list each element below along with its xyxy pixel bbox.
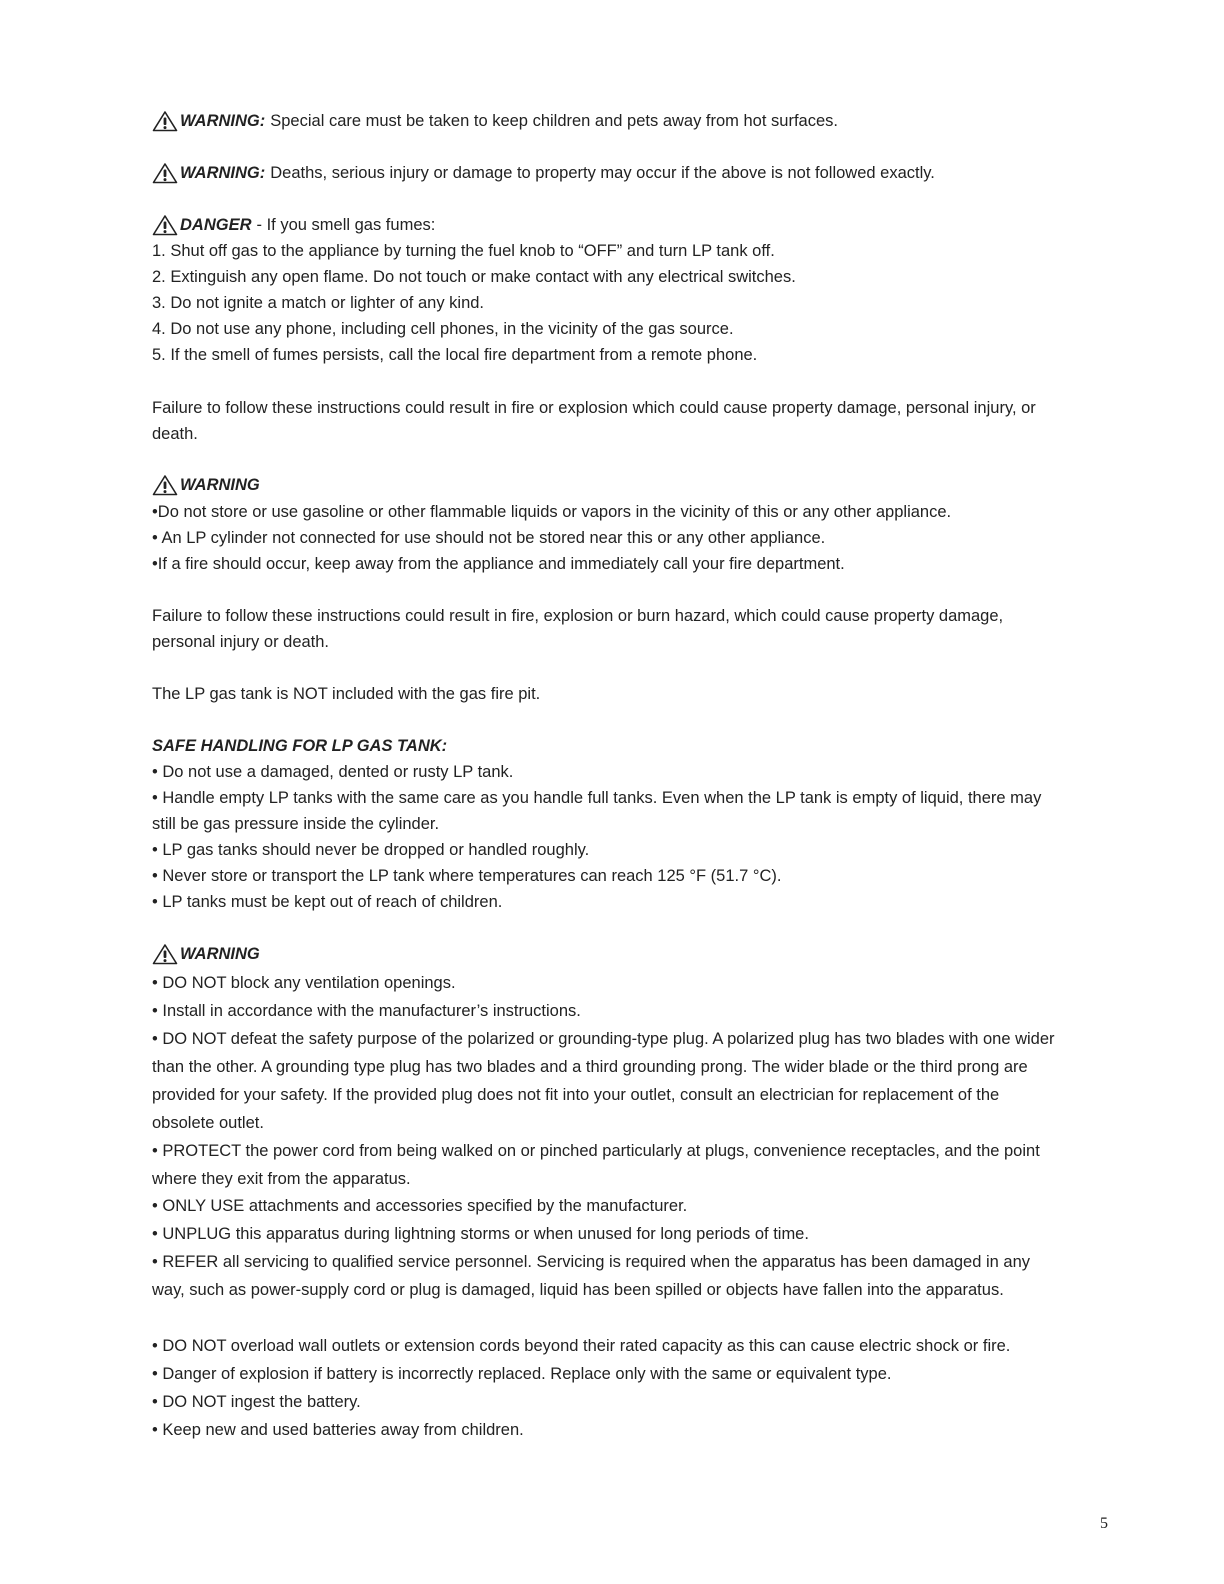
warning-triangle-icon [152,943,178,965]
warning-4-heading [152,943,260,965]
danger-step: 4. Do not use any phone, including cell phones, in the vicinity of the gas source. [152,320,734,338]
warning-2 [152,162,935,184]
warning-item: • DO NOT defeat the safety purpose of the polarized or grounding-type plug. A polarized plug has two blades with one wider than the other. A grounding type plug has two blades and a third grounding prong. The wider blade or the third prong are provided for your safety. If the provided plug does not fit into your outlet, consult an electrician for replacement of the obsolete outlet. [152,1030,1055,1132]
danger-step: 1. Shut off gas to the appliance by turning the fuel knob to “OFF” and turn LP tank off. [152,242,775,260]
danger-failure-paragraph: Failure to follow these instructions could result in fire or explosion which could cause property damage, personal injury, or death. [152,399,1036,443]
warning-triangle-icon [152,162,178,184]
warning-item: •Do not store or use gasoline or other flammable liquids or vapors in the vicinity of this or any other appliance. [152,503,952,521]
warning-failure-paragraph: Failure to follow these instructions could result in fire, explosion or burn hazard, which could cause property damage, personal injury or death. [152,607,1004,651]
warning-triangle-icon [152,474,178,496]
warning-item: • ONLY USE attachments and accessories specified by the manufacturer. [152,1197,688,1215]
danger-step: 3. Do not ignite a match or lighter of any kind. [152,294,485,312]
warning-item: •If a fire should occur, keep away from the appliance and immediately call your fire department. [152,555,845,573]
safe-handling-item: • LP gas tanks should never be dropped or handled roughly. [152,841,590,859]
danger-step: 5. If the smell of fumes persists, call the local fire department from a remote phone. [152,346,758,364]
warning-item: • REFER all servicing to qualified service personnel. Servicing is required when the apparatus has been damaged in any way, such as power-supply cord or plug is damaged, liquid has been spilled or objects have fallen into the apparatus. [152,1253,1031,1299]
warning-item: • Danger of explosion if battery is incorrectly replaced. Replace only with the same or equivalent type. [152,1365,892,1383]
danger-text: - If you smell gas fumes: [256,216,436,234]
warning-item: • PROTECT the power cord from being walked on or pinched particularly at plugs, convenience receptacles, and the point where they exit from the apparatus. [152,1142,1040,1188]
warning-text: Deaths, serious injury or damage to property may occur if the above is not followed exactly. [270,164,935,182]
safe-handling-item: • Handle empty LP tanks with the same care as you handle full tanks. Even when the LP tank is empty of liquid, there may still be gas pressure inside the cylinder. [152,789,1042,833]
page-number: 5 [1100,1515,1108,1532]
warning-label: WARNING [180,945,260,963]
danger-step: 2. Extinguish any open flame. Do not touch or make contact with any electrical switches. [152,268,796,286]
lp-tank-note: The LP gas tank is NOT included with the gas fire pit. [152,685,541,703]
safe-handling-item: • Never store or transport the LP tank where temperatures can reach 125 °F (51.7 °C). [152,867,782,885]
safe-handling-item: • Do not use a damaged, dented or rusty LP tank. [152,763,514,781]
warning-3-heading [152,474,260,496]
warning-triangle-icon [152,214,178,236]
warning-label: WARNING: [180,112,266,130]
warning-item: • DO NOT block any ventilation openings. [152,974,456,992]
warning-item: • DO NOT ingest the battery. [152,1393,361,1411]
danger-heading [152,214,435,236]
safe-handling-item: • LP tanks must be kept out of reach of children. [152,893,503,911]
warning-text: Special care must be taken to keep children and pets away from hot surfaces. [270,112,838,130]
warning-item: • Keep new and used batteries away from children. [152,1421,524,1439]
warning-item: • UNPLUG this apparatus during lightning storms or when unused for long periods of time. [152,1225,809,1243]
warning-label: WARNING: [180,164,266,182]
warning-item: • Install in accordance with the manufacturer’s instructions. [152,1002,581,1020]
warning-item: • An LP cylinder not connected for use should not be stored near this or any other appliance. [152,529,826,547]
warning-1 [152,110,838,132]
warning-item: • DO NOT overload wall outlets or extension cords beyond their rated capacity as this can cause electric shock or fire. [152,1337,1011,1355]
warning-label: WARNING [180,476,260,494]
safe-handling-heading: SAFE HANDLING FOR LP GAS TANK: [152,737,448,755]
danger-label: DANGER [180,216,252,234]
warning-triangle-icon [152,110,178,132]
